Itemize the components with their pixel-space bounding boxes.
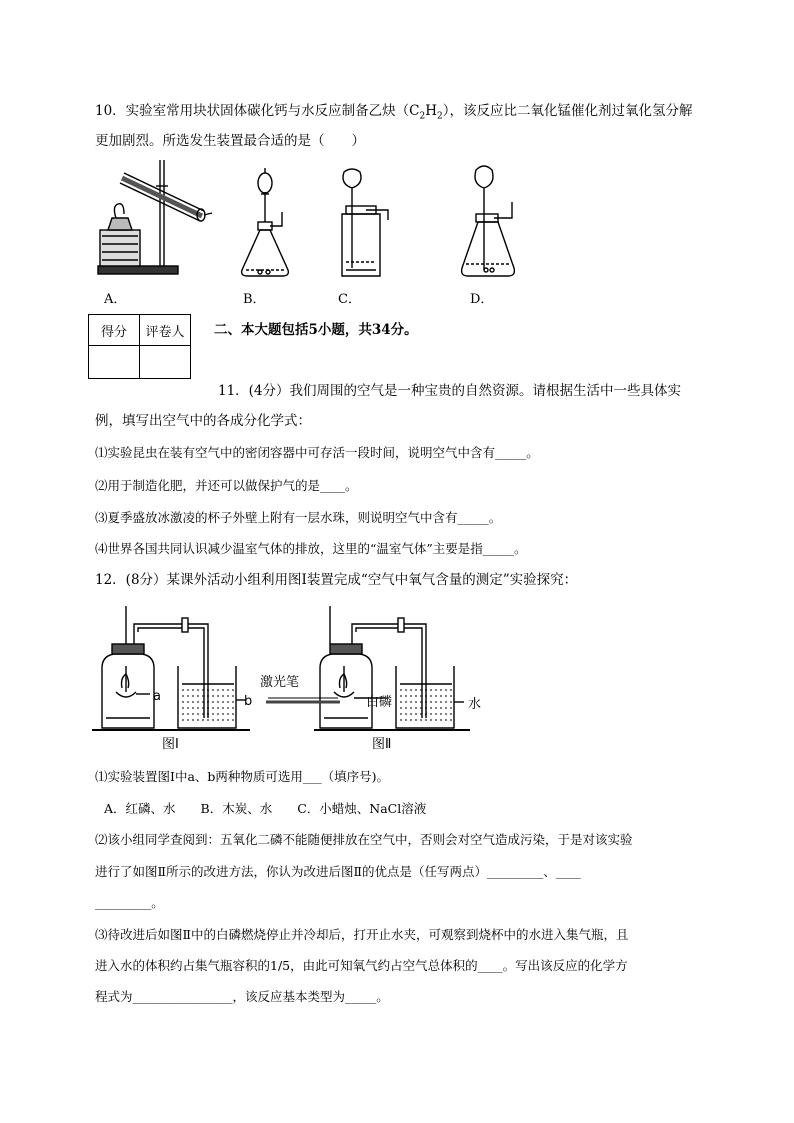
- figure-1-diagram: [92, 606, 253, 730]
- option-c-label: C．: [338, 292, 361, 307]
- grader-cell: [140, 346, 191, 379]
- q12-item-2-line1: ⑵该小组同学查阅到：五氧化二磷不能随便排放在空气中，否则会对空气造成污染，于是对该实验: [95, 832, 633, 847]
- figure-1-caption: 图Ⅰ: [162, 737, 179, 752]
- q12-item-3-line1: ⑶待改进后如图Ⅱ中的白磷燃烧停止并冷却后，打开止水夹，可观察到烧杯中的水进入集气瓶，且: [95, 927, 629, 942]
- figure-2-laser-label: 激光笔: [260, 675, 300, 690]
- score-header: 得分: [89, 315, 140, 346]
- apparatus-figure: [90, 158, 530, 283]
- q11-item-3: ⑶夏季盛放冰激凌的杯子外壁上附有一层水珠，则说明空气中含有_____。: [95, 510, 502, 525]
- q10-line2: 更加剧烈。所选发生装置最合适的是（ ）: [95, 133, 365, 149]
- figure-2-phosphorus-label: 白磷: [366, 695, 393, 710]
- figure-1-label-a: a: [153, 689, 161, 704]
- q12-line1: 12．(8分）某课外活动小组利用图Ⅰ装置完成“空气中氧气含量的测定”实验探究：: [95, 572, 578, 588]
- q10-line1: 10．实验室常用块状固体碳化钙与水反应制备乙炔$(C_2H_2)$，该反应比二氧化锰催化剂过氧化氢分解: [95, 103, 693, 122]
- q12-item-1-options: A．红磷、水 B．木炭、水 C．小蜡烛、NaCl溶液: [104, 801, 427, 816]
- option-b-label: B．: [243, 292, 266, 307]
- grader-header: 评卷人: [140, 315, 191, 346]
- q12-item-3-line2: 进入水的体积约占集气瓶容积的1/5，由此可知氧气约占空气总体积的____。写出该反应的化学方: [95, 958, 628, 973]
- q11-line2: 例，填写出空气中的各成分化学式：: [95, 413, 311, 429]
- apparatus-c-diagram: [342, 169, 388, 276]
- figure-1-label-b: b: [244, 694, 253, 709]
- apparatus-d-diagram: [462, 166, 515, 276]
- q11-item-4: ⑷世界各国共同认识减少温室气体的排放，这里的“温室气体”主要是指_____。: [95, 541, 527, 556]
- q11-item-2: ⑵用于制造化肥，并还可以做保护气的是____。: [95, 478, 358, 493]
- score-cell: [89, 346, 140, 379]
- apparatus-b-diagram: [242, 168, 289, 276]
- q12-item-2-line2: 进行了如图Ⅱ所示的改进方法，你认为改进后图Ⅱ的优点是（任写两点）_________、____: [95, 864, 581, 879]
- q11-line1: 11．(4分）我们周围的空气是一种宝贵的自然资源。请根据生活中一些具体实: [218, 383, 682, 399]
- q12-item-1: ⑴实验装置图Ⅰ中a、b两种物质可选用___（填序号)。: [95, 769, 390, 784]
- section-heading: 二、本大题包括5小题，共34分。: [214, 322, 418, 338]
- option-d-label: D．: [470, 292, 494, 307]
- figure-2-caption: 图Ⅱ: [372, 737, 392, 752]
- q12-item-3-line3: 程式为________________，该反应基本类型为_____。: [95, 989, 389, 1004]
- figure-2-diagram: [266, 606, 470, 730]
- figure-2-water-label: 水: [468, 697, 482, 712]
- score-table: [88, 314, 191, 379]
- q11-item-1: ⑴实验昆虫在装有空气中的密闭容器中可存活一段时间，说明空气中含有_____。: [95, 445, 539, 460]
- experiment-figure: [90, 598, 510, 758]
- apparatus-a-diagram: [98, 160, 212, 274]
- q12-item-2-line3: _________。: [95, 895, 164, 910]
- option-a-label: A．: [104, 292, 127, 307]
